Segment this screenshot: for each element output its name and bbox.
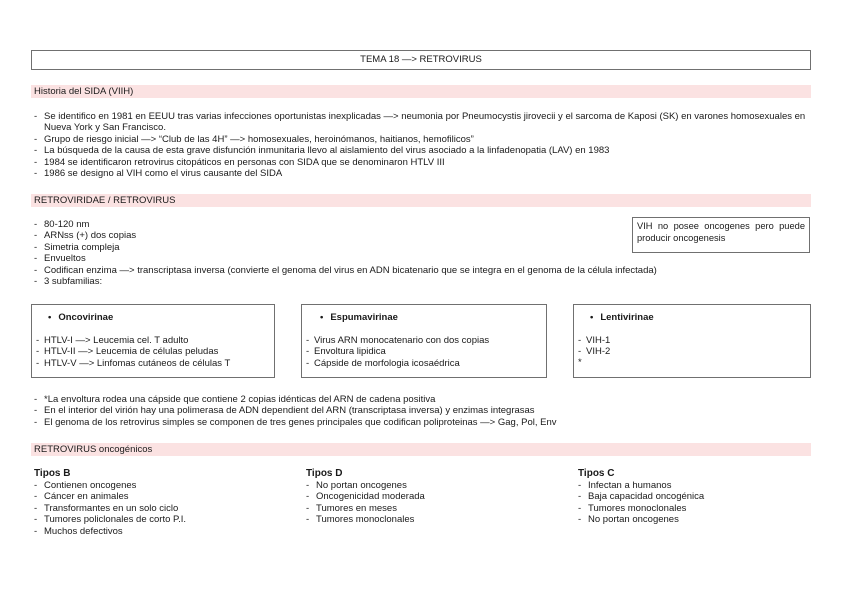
section-heading-oncogenicos: RETROVIRUS oncogénicos bbox=[31, 443, 811, 456]
asterisk-note-marker: * bbox=[578, 357, 582, 368]
list-item: - Oncogenicidad moderada bbox=[306, 491, 425, 502]
list-item: - Se identifico en 1981 en EEUU tras varias infecciones oportunistas inexplicadas —> neumonia por Pneumocystis jirovecii y el sarcoma de Kaposi (SK) en varones homosexuales en Nueva York y San Francisco. bbox=[31, 111, 821, 134]
list-item: - En el interior del virión hay una polimerasa de ADN dependient del ARN (transcriptasa inversa) y enzimas integrasas bbox=[31, 405, 821, 416]
list-item: - Cáncer en animales bbox=[34, 491, 186, 502]
list-item: - Tumores en meses bbox=[306, 503, 425, 514]
list-item: - Contienen oncogenes bbox=[34, 480, 186, 491]
subfamily-espumavirinae bbox=[301, 304, 547, 378]
section-heading-retroviridae: RETROVIRIDAE / RETROVIRUS bbox=[31, 194, 811, 207]
subfamily-title: • Lentivirinae bbox=[590, 312, 654, 323]
types-d-column bbox=[306, 468, 425, 526]
list-item: - Tumores policlonales de corto P.I. bbox=[34, 514, 186, 525]
list-item: - HTLV-V —> Linfomas cutáneos de células T bbox=[32, 358, 230, 369]
retrovirus-notes-list bbox=[31, 394, 821, 428]
list-item: - 1986 se designo al VIH como el virus causante del SIDA bbox=[31, 168, 821, 179]
list-item: - VIH-1 bbox=[574, 335, 610, 346]
page-title: TEMA 18 —> RETROVIRUS bbox=[31, 50, 811, 70]
type-list bbox=[34, 480, 186, 537]
historia-list bbox=[31, 111, 821, 179]
subfamily-list bbox=[302, 335, 489, 369]
list-item: - Baja capacidad oncogénica bbox=[578, 491, 704, 502]
list-item: - Infectan a humanos bbox=[578, 480, 704, 491]
type-title: Tipos C bbox=[578, 468, 615, 479]
type-title: Tipos B bbox=[34, 468, 71, 479]
list-item: - La búsqueda de la causa de esta grave disfunción inmunitaria llevo al aislamiento del virus asociado a la linfadenopatia (LAV) en 1983 bbox=[31, 145, 821, 156]
list-item: - Grupo de riesgo inicial —> “Club de las 4H” —> homosexuales, heroinómanos, haitianos, hemofilicos” bbox=[31, 134, 821, 145]
subfamily-list bbox=[574, 335, 610, 358]
types-b-column bbox=[34, 468, 186, 537]
list-item: - El genoma de los retrovirus simples se componen de tres genes principales que codifican poliproteinas —> Gag, Pol, Env bbox=[31, 417, 821, 428]
list-item: - Transformantes en un solo ciclo bbox=[34, 503, 186, 514]
list-item: - Muchos defectivos bbox=[34, 526, 186, 537]
types-c-column bbox=[578, 468, 704, 526]
list-item: - *La envoltura rodea una cápside que contiene 2 copias idénticas del ARN de cadena positiva bbox=[31, 394, 821, 405]
list-item: - No portan oncogenes bbox=[306, 480, 425, 491]
subfamily-title: • Espumavirinae bbox=[320, 312, 398, 323]
subfamily-lentivirinae bbox=[573, 304, 811, 378]
list-item: - HTLV-II —> Leucemia de células peludas bbox=[32, 346, 230, 357]
list-item: - Simetria compleja bbox=[31, 242, 821, 253]
list-item: - Cápside de morfologia icosaédrica bbox=[302, 358, 489, 369]
type-title: Tipos D bbox=[306, 468, 343, 479]
list-item: - No portan oncogenes bbox=[578, 514, 704, 525]
type-list bbox=[306, 480, 425, 526]
list-item: - HTLV-I —> Leucemia cel. T adulto bbox=[32, 335, 230, 346]
list-item: - Envoltura lipidica bbox=[302, 346, 489, 357]
list-item: - 1984 se identificaron retrovirus citopáticos en personas con SIDA que se denominaron HTLV III bbox=[31, 157, 821, 168]
list-item: - Codifican enzima —> transcriptasa inversa (convierte el genoma del virus en ADN bicatenario que se integra en el genoma de la célula infectada) bbox=[31, 265, 821, 276]
vih-note-box: VIH no posee oncogenes pero puede producir oncogenesis bbox=[632, 217, 810, 253]
list-item: - ARNss (+) dos copias bbox=[31, 230, 821, 241]
subfamily-oncovirinae bbox=[31, 304, 275, 378]
subfamily-title: • Oncovirinae bbox=[48, 312, 114, 323]
list-item: - Envueltos bbox=[31, 253, 821, 264]
list-item: - Tumores monoclonales bbox=[578, 503, 704, 514]
list-item: - VIH-2 bbox=[574, 346, 610, 357]
list-item: - Tumores monoclonales bbox=[306, 514, 425, 525]
list-item: - 3 subfamilias: bbox=[31, 276, 821, 287]
section-heading-historia: Historia del SIDA (VIIH) bbox=[31, 85, 811, 98]
list-item: - 80-120 nm bbox=[31, 219, 821, 230]
type-list bbox=[578, 480, 704, 526]
list-item: - Virus ARN monocatenario con dos copias bbox=[302, 335, 489, 346]
subfamily-list bbox=[32, 335, 230, 369]
